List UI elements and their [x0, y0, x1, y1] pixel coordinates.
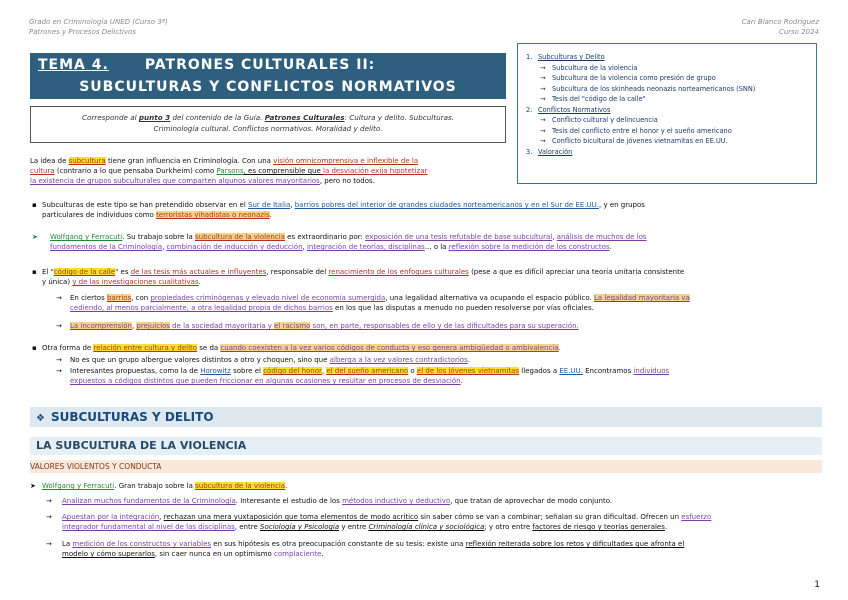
header-right: [742, 17, 819, 37]
term-grupos: la existencia de grupos subculturales que comparten algunos valores mayoritarios: [30, 177, 320, 185]
toc-label: Subcultura de los skinheads neonazis norteamericanos (SNN): [552, 84, 756, 93]
text: , una legalidad alternativa va ocupando el espacio público.: [385, 294, 594, 302]
bullet-codigo-calle: [42, 267, 832, 287]
text: .: [467, 356, 470, 364]
term-analizan: Analizan muchos fundamentos de la Criminología: [62, 497, 236, 505]
text: Otra forma de: [42, 344, 94, 352]
text: ; y otro entre: [484, 523, 533, 531]
toc-number: 1.: [526, 53, 533, 61]
arrow-icon: ➤: [32, 233, 38, 241]
term-investigaciones: y de las investigaciones cualitativas: [72, 278, 199, 286]
header-left: [29, 17, 168, 37]
arrow-icon: →: [56, 367, 62, 375]
text: sobre el: [230, 367, 264, 375]
term-subcultura-violencia: subcultura de la violencia: [195, 233, 285, 241]
term-combinacion: combinación de inducción y deducción: [166, 243, 303, 251]
author-wolfgang: Wolfgang y Ferracuti: [50, 233, 123, 241]
term-analisis: análisis de muchos de los: [556, 233, 647, 241]
text: (pese a que es difícil apreciar una teoría unitaria consistente: [468, 268, 685, 276]
arrow-icon: →: [56, 356, 62, 364]
term-coexisten: cuando coexisten a la vez varios códigos de conducta y eso genera ambigüedad o ambivalencia: [220, 344, 559, 352]
term-reflexion: reflexión sobre la medición de los constructos: [448, 243, 610, 251]
term-integracion: integración de teorías, disciplinas: [306, 243, 425, 251]
text: , que tratan de aprovechar de modo conjunto.: [450, 497, 613, 505]
intro-text: Corresponde al: [81, 113, 139, 122]
intro-text: : Cultura y delito. Subculturas.: [344, 113, 455, 122]
item-integracion: [62, 512, 832, 532]
page-title: [30, 53, 506, 99]
term-codigo-calle: código de la calle: [53, 268, 116, 276]
arrow-icon: →: [540, 63, 546, 72]
term-criminologia: Criminología clínica y sociológica: [368, 523, 485, 531]
term-rechazan: rechazan una mera yuxtaposición que toma elementos de modo acrítico: [163, 513, 419, 521]
term-honor: código del honor: [263, 367, 322, 375]
text: ,: [131, 322, 137, 330]
text: , responsable del: [266, 268, 329, 276]
text: llegados a: [519, 367, 560, 375]
text: , entre: [234, 523, 260, 531]
text: . Su trabajo sobre la: [122, 233, 196, 241]
toc-subitem[interactable]: [526, 73, 808, 84]
bullet-wolfgang: [50, 232, 830, 252]
toc-item[interactable]: [526, 52, 808, 63]
term-desviacion: la desviación exija hipotetizar: [323, 167, 428, 175]
term-metodos: métodos inductivo y deductivo: [342, 497, 451, 505]
place-italia: Sur de Italia: [248, 201, 291, 209]
author-wolfgang: Wolfgang y Ferracuti: [42, 482, 115, 490]
page-number: 1: [814, 580, 820, 590]
term-complaciente: complaciente: [274, 550, 322, 558]
bullet-square: ▪: [32, 344, 37, 352]
diamond-icon: ❖: [36, 413, 45, 424]
text: La idea de: [30, 157, 69, 165]
subbullet-barrios: [70, 293, 830, 313]
toc-subitem[interactable]: [526, 115, 808, 126]
text: sin saber cómo se van a combinar; señalan su gran dificultad. Ofrecen un: [418, 513, 682, 521]
subsection-heading: [30, 437, 822, 455]
intro-point: punto 3: [138, 113, 171, 122]
text: La: [62, 540, 73, 548]
text: , es comprensible que: [243, 167, 324, 175]
toc-label: Tesis del "código de la calle": [552, 95, 646, 103]
term-sociologia: Sociología y Psicología: [260, 523, 340, 531]
text: . Interesante el estudio de los: [235, 497, 343, 505]
term-vietnamitas: el de los jóvenes vietnamitas: [416, 367, 520, 375]
text: .: [609, 243, 612, 251]
term-barrios: barrios: [106, 294, 132, 302]
term-apuestan: Apuestan por la integración: [62, 513, 160, 521]
bullet-subculturas: [42, 200, 832, 220]
text: , con: [131, 294, 151, 302]
text: ,: [552, 233, 557, 241]
text: No es que un grupo albergue valores distintos a otro y choquen, sino que: [70, 356, 330, 364]
term-subcultura-violencia: subcultura de la violencia: [195, 482, 286, 490]
text: ,: [290, 201, 295, 209]
toc-label: Valoración: [538, 147, 573, 156]
text: son, en parte, responsables de ello y de las dificultades para su superación.: [310, 322, 579, 330]
text: , sin caer nunca en un optimismo: [154, 550, 275, 558]
term-esfuerzo: esfuerzo: [681, 513, 712, 521]
text: en los que las disputas a menudo no pueden resolverse por vías oficiales.: [332, 304, 594, 312]
intro-line2: Criminología cultural. Conflictos normativos. Moralidad y delito.: [153, 124, 383, 133]
arrow-icon: →: [540, 74, 546, 82]
text: Subculturas de este tipo se han pretendido observar en el: [42, 201, 249, 209]
header-year: Curso 2024: [778, 28, 819, 36]
term-medicion: medición de los constructos y variables: [72, 540, 212, 548]
section-title: SUBCULTURAS Y DELITO: [50, 410, 214, 424]
term-renacimiento: renacimiento de los enfoques culturales: [328, 268, 469, 276]
term-expuestos: expuestos a códigos distintos que pueden friccionar en algunas ocasiones y resultar en procesos de desviación: [70, 377, 461, 385]
place-eeuu: EE.UU.: [559, 367, 583, 375]
arrow-icon: →: [540, 84, 546, 93]
term-cultura: cultura: [30, 167, 55, 175]
author-horowitz: Horowitz: [200, 367, 231, 375]
title-line2: SUBCULTURAS Y CONFLICTOS NORMATIVOS: [79, 79, 457, 95]
subsection-title: LA SUBCULTURA DE LA VIOLENCIA: [36, 439, 247, 452]
term-terroristas: terroristas yihadistas o neonazis: [156, 211, 270, 219]
toc-subitem[interactable]: [526, 63, 808, 74]
title-line1: PATRONES CULTURALES II:: [144, 57, 376, 73]
toc-label: Tesis del conflicto entre el honor y el sueño americano: [552, 126, 732, 135]
header-author: Cari Blanco Rodríguez: [741, 18, 819, 26]
header-course: Grado en Criminología UNED (Curso 3º): [29, 18, 168, 26]
intro-patrones: Patrones Culturales: [264, 113, 345, 122]
arrow-icon: →: [46, 513, 52, 521]
term-integrador: integrador fundamental al nivel de las disciplinas: [62, 523, 235, 531]
text: o: [408, 367, 417, 375]
text: El ": [42, 268, 54, 276]
text: en sus hipótesis es otra preocupación constante de su tesis: existe una: [211, 540, 466, 548]
toc-label: Subcultura de la violencia: [552, 63, 638, 72]
text: .: [460, 377, 463, 385]
arrow-icon: →: [56, 294, 62, 302]
term-relacion: relación entre cultura y delito: [93, 344, 198, 352]
toc-label: Conflicto cultural y delincuencia: [552, 116, 658, 124]
text: ... o la: [424, 243, 449, 251]
toc-number: 2.: [526, 105, 533, 114]
term-individuos: individuos: [633, 367, 670, 375]
arrow-icon: →: [540, 116, 546, 124]
toc-label: Conflictos Normativos: [538, 105, 611, 114]
bullet-relacion: [42, 343, 832, 353]
section-heading: [30, 407, 822, 427]
text: , y en grupos: [599, 201, 645, 209]
header-subject: Patrones y Procesos Delictivos: [29, 28, 136, 36]
toc-label: Conflicto bicultural de jóvenes vietnamitas en EE.UU.: [552, 137, 728, 145]
term-exposicion: exposición de una tesis refutable de base subcultural: [365, 233, 553, 241]
item-analizan: [62, 496, 832, 506]
text: se da: [197, 344, 221, 352]
text: (contrario a lo que pensaba Durkheim) como: [54, 167, 217, 175]
item-medicion: [62, 539, 832, 559]
text: . Gran trabajo sobre la: [114, 482, 196, 490]
term-propiedades: propiedades criminógenas y elevado nivel de economía sumergida: [150, 294, 386, 302]
toc-subitem[interactable]: [526, 84, 808, 95]
arrow-icon: →: [540, 126, 546, 135]
text: , pero no todos.: [319, 177, 375, 185]
text: .: [198, 278, 201, 286]
table-of-contents: [517, 43, 817, 184]
term-incomprension: La incomprensión: [70, 322, 132, 330]
toc-item[interactable]: [526, 147, 808, 158]
text: .: [664, 523, 668, 531]
intro-text: del contenido de la Guía.: [170, 113, 265, 122]
text: y entre: [339, 523, 369, 531]
term-alberga: alberga a la vez valores contradictorios: [329, 356, 468, 364]
term-factores: factores de riesgo y teorías generales: [532, 523, 665, 531]
text: " es: [115, 268, 131, 276]
term-modelo: modelo y cómo superarlos: [62, 550, 155, 558]
text: .: [321, 550, 324, 558]
subsubsection-title: VALORES VIOLENTOS Y CONDUCTA: [30, 462, 162, 471]
term-fundamentos: fundamentos de la Criminología: [50, 243, 163, 251]
term-subcultura: subcultura: [68, 157, 106, 165]
term-tesis: de las tesis más actuales e influyentes: [130, 268, 267, 276]
author-parsons: Parsons: [216, 167, 244, 175]
toc-item[interactable]: [526, 105, 808, 116]
text: .: [558, 344, 561, 352]
text: de la sociedad mayoritaria y: [169, 322, 275, 330]
term-vision: visión omnicomprensiva e inflexible de la: [273, 157, 419, 165]
arrow-icon: ➤: [30, 482, 36, 490]
toc-subitem[interactable]: [526, 94, 808, 105]
term-prejuicios: prejuicios: [136, 322, 170, 330]
text: ,: [162, 243, 167, 251]
intro-box: [30, 106, 506, 143]
term-cediendo: cediendo, al menos parcialmente, a otra legalidad propia de dichos barrios: [70, 304, 333, 312]
term-racismo: el racismo: [274, 322, 311, 330]
term-legalidad: La legalidad mayoritaria va: [594, 294, 690, 302]
toc-label: Subcultura de la violencia como presión de grupo: [552, 74, 716, 82]
text: .: [269, 211, 272, 219]
bullet-square: ▪: [32, 268, 37, 276]
toc-label: Subculturas y Delito: [538, 53, 605, 61]
arrow-icon: →: [540, 137, 546, 145]
text: es extraordinario por:: [284, 233, 366, 241]
subbullet-propuestas: [70, 366, 830, 386]
text: ,: [302, 243, 307, 251]
text: particulares de individuos como: [42, 211, 157, 219]
arrow-icon: →: [56, 322, 62, 330]
text: En ciertos: [70, 294, 107, 302]
text: ,: [159, 513, 164, 521]
arrow-icon: →: [46, 497, 52, 505]
term-reflexion-retos: reflexión reiterada sobre los retos y dificultades que afronta el: [465, 540, 685, 548]
intro-paragraph: [30, 156, 520, 186]
bullet-square: ▪: [32, 201, 37, 209]
term-sueno: el del sueño americano: [326, 367, 409, 375]
toc-number: 3.: [526, 147, 533, 156]
toc-subitem[interactable]: [526, 136, 808, 147]
arrow-icon: →: [540, 95, 546, 103]
subbullet-incomprension: [70, 321, 830, 331]
text: Interesantes propuestas, como la de: [70, 367, 201, 375]
subsubsection-heading: [30, 460, 822, 473]
text: Encontramos: [582, 367, 634, 375]
text: tiene gran influencia en Criminología. Con una: [105, 157, 274, 165]
subbullet-valores: [70, 355, 830, 365]
toc-subitem[interactable]: [526, 126, 808, 137]
text: y única): [42, 278, 73, 286]
item-wolfgang: [42, 481, 822, 491]
tema-number: TEMA 4.: [38, 57, 109, 73]
arrow-icon: →: [46, 540, 52, 548]
place-barrios: barrios pobres del interior de grandes ciudades norteamericanos y en el Sur de EE.UU.: [294, 201, 599, 209]
text: ,: [321, 367, 327, 375]
text: .: [285, 482, 288, 490]
